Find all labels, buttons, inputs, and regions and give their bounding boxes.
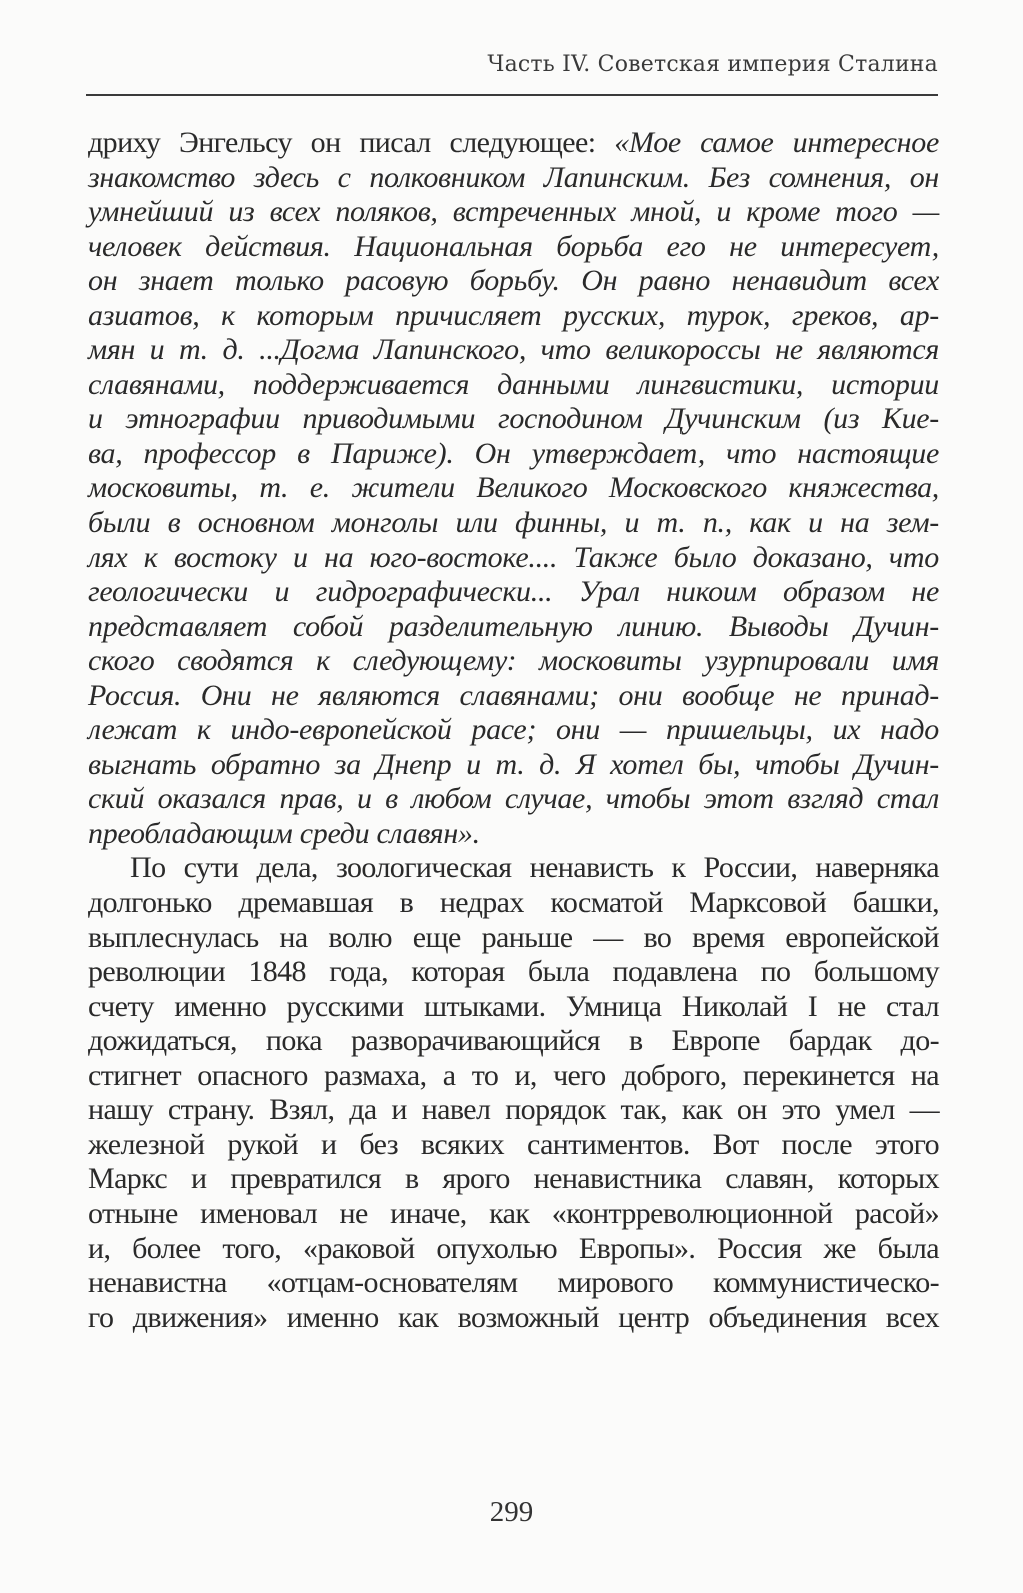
- paragraph-line: ненавистна «отцам-основателям мирового коммунистическо-: [88, 1266, 939, 1300]
- quote-line-last: преобладающим среди славян».: [88, 816, 480, 850]
- quote-line: мян и т. д. ...Догма Лапинского, что великороссы не являются: [88, 333, 939, 367]
- page-number: 299: [489, 1496, 534, 1528]
- paragraph-line: нашу страну. Взял, да и навел порядок так, как он это умел —: [88, 1093, 939, 1127]
- quote-line: азиатов, к которым причисляет русских, турок, греков, ар-: [88, 298, 939, 332]
- paragraph-line: счету именно русскими штыками. Умница Николай I не стал: [88, 989, 939, 1023]
- quote-line: ва, профессор в Париже). Он утверждает, что настоящие: [88, 436, 939, 470]
- quote-line: ского сводятся к следующему: московиты узурпировали имя: [88, 644, 939, 678]
- quote-line: лежат к индо-европейской расе; они — пришельцы, их надо: [88, 713, 939, 747]
- text-line: [88, 126, 939, 161]
- paragraph-line: отныне именовал не иначе, как «контрреволюционной расой»: [88, 1196, 939, 1230]
- page-text: [88, 126, 939, 1335]
- paragraph-line: революции 1848 года, которая была подавлена по большому: [88, 955, 939, 989]
- quote-line: геологически и гидрографически... Урал никоим образом не: [88, 575, 939, 609]
- quote-line: представляет собой разделительную линию. Выводы Дучин-: [88, 609, 939, 643]
- quote-line: умнейший из всех поляков, встреченных мной, и кроме того —: [88, 195, 939, 229]
- running-header: Часть IV. Советская империя Сталина: [487, 52, 938, 77]
- quote-line: выгнать обратно за Днепр и т. д. Я хотел бы, чтобы Дучин-: [88, 747, 939, 781]
- quote-line: славянами, поддерживается данными лингвистики, истории: [88, 367, 939, 401]
- paragraph-line: и, более того, «раковой опухолью Европы». Россия же была: [88, 1231, 939, 1265]
- quote-line: ский оказался прав, и в любом случае, чтобы этот взгляд стал: [88, 782, 939, 816]
- quote-line: и этнографии приводимыми господином Дучинским (из Кие-: [88, 402, 939, 436]
- quote-line: были в основном монголы или финны, и т. п., как и на зем-: [88, 506, 939, 540]
- paragraph-line: долгонько дремавшая в недрах косматой Марксовой башки,: [88, 886, 939, 920]
- quote-line: московиты, т. е. жители Великого Московского княжества,: [88, 471, 939, 505]
- quote-lead-in: дриху Энгельсу он писал следующее:: [88, 126, 615, 159]
- paragraph-line: дожидаться, пока разворачивающийся в Европе бардак до-: [88, 1024, 939, 1058]
- quote-line: Россия. Они не являются славянами; они вообще не принад-: [88, 678, 939, 712]
- quote-start: «Мое самое интересное: [614, 126, 939, 159]
- paragraph-line: выплеснулась на волю еще раньше — во время европейской: [88, 920, 939, 954]
- quote-line: он знает только расовую борьбу. Он равно ненавидит всех: [88, 264, 939, 298]
- header-rule: [86, 94, 938, 96]
- paragraph-line: Маркс и превратился в ярого ненавистника славян, которых: [88, 1162, 939, 1196]
- paragraph-first-line: По сути дела, зоологическая ненависть к России, наверняка: [130, 851, 939, 885]
- quote-line: человек действия. Национальная борьба его не интересует,: [88, 229, 939, 263]
- quote-line: знакомство здесь с полковником Лапинским. Без сомнения, он: [88, 160, 939, 194]
- paragraph-line: стигнет опасного размаха, а то и, чего доброго, перекинется на: [88, 1058, 939, 1092]
- paragraph-line: железной рукой и без всяких сантиментов. Вот после этого: [88, 1127, 939, 1161]
- paragraph-line: го движения» именно как возможный центр объединения всех: [88, 1300, 939, 1334]
- quote-line: лях к востоку и на юго-востоке.... Также было доказано, что: [88, 540, 939, 574]
